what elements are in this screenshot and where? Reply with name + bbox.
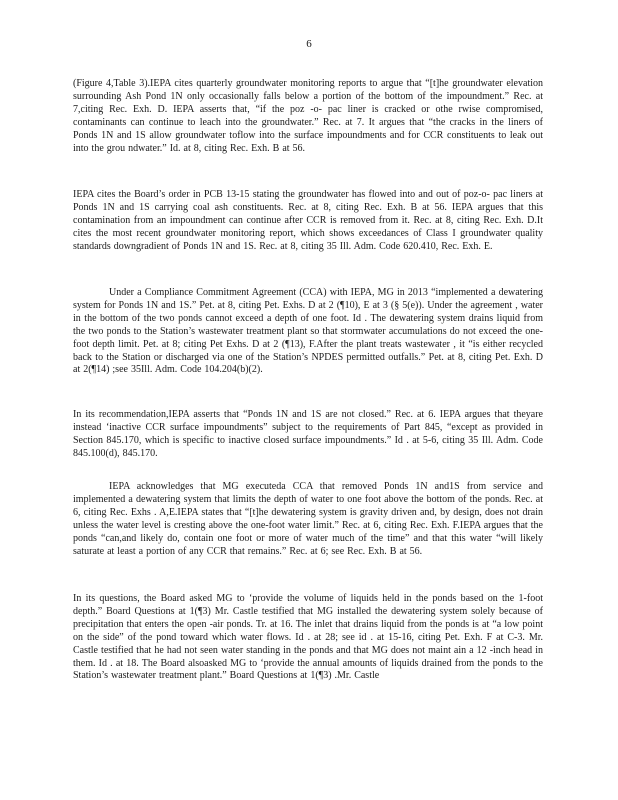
paragraph-board-order: IEPA cites the Board’s order in PCB 13-15 stating the groundwater has flowed into and out of poz-o- pac liners at Ponds 1N and 1S carrying coal ash constituents. Rec. at 8, citing Rec. Exh. B at 56. IEPA argues that this contamination from an impoundment can continue after CCR is removed from it. Rec. at 8, citing Rec. Exh. D.It cites the most recent groundwater monitoring report, which shows exceedances of Class I groundwater quality standards downgradient of Ponds 1N and 1S. Rec. at 8, citing 35 Ill. Adm. Code 620.410, Rec. Exh. E. (73, 189, 543, 252)
paragraph-iepa-acknowledges: IEPA acknowledges that MG executeda CCA that removed Ponds 1N and1S from service and implemented a dewatering system that limits the depth of water to one foot above the bottom of the ponds. Rec. at 6, citing Rec. Exhs . A,E.IEPA states that “[t]he dewatering system is gravity driven and, by design, does not drain unless the water level is cresting above the one-foot water limit.” Rec. at 6, citing Rec. Exh. F.IEPA argues that the ponds “can,and likely do, contain one foot or more of water much of the time” and that this water “will likely saturate at least a portion of any CCR that remains.” Rec. at 6; see Rec. Exh. B at 56. (73, 481, 543, 557)
paragraph-board-questions: In its questions, the Board asked MG to ‘provide the volume of liquids held in the ponds based on the 1-foot depth.” Board Questions at 1(¶3) Mr. Castle testified that MG installed the dewatering system solely because of precipitation that enters the open -air ponds. Tr. at 16. The inlet that drains liquid from the ponds is at “a low point on the side” of the pond toward which water flows. Id . at 28; see id . at 15-16, citing Pet. Exh. F at C-3. Mr. Castle testified that he had not seen water standing in the ponds and that MG does not maint ain a 12 -inch head in them. Id . at 18. The Board alsoasked MG to ‘provide the annual amounts of liquids drained from the ponds to the Station’s wastewater treatment plant.” Board Questions at 1(¶3) .Mr. Castle (73, 593, 543, 682)
paragraph-compliance-agreement: Under a Compliance Commitment Agreement (CCA) with IEPA, MG in 2013 “implemented a dewatering system for Ponds 1N and 1S.” Pet. at 8, citing Pet. Exhs. D at 2 (¶10), E at 3 (§ 5(e)). Under the agreement , water in the bottom of the two ponds cannot exceed a depth of one foot. Id . The dewatering system drains liquid from the two ponds to the Station’s wastewater treatment plant so that stormwater accumulations do not exceed the one-foot depth limit. Pet. at 8; citing Pet Exhs. D at 2 (¶13), F.After the plant treats wastewater , it “is either recycled back to the Station or discharged via one of the Station’s NPDES permitted outfalls.” Pet. at 8, citing Pet. Exh. D at 2(¶14) ;see 35Ill. Adm. Code 104.204(b)(2). (73, 287, 543, 376)
paragraph-iepa-recommendation: In its recommendation,IEPA asserts that “Ponds 1N and 1S are not closed.” Rec. at 6. IEPA argues that theyare instead ‘inactive CCR surface impoundments” subject to the requirements of Part 845, “except as provided in Section 845.170, which is specific to inactive closed surface impoundments.” Id . at 5-6, citing 35 Ill. Adm. Code 845.100(d), 845.170. (73, 409, 543, 459)
page-number: 6 (306, 38, 312, 50)
paragraph-groundwater-monitoring: (Figure 4,Table 3).IEPA cites quarterly groundwater monitoring reports to argue that “[t]he groundwater elevation surrounding Ash Pond 1N only occasionally falls below a portion of the bottom of the impoundment.” Rec. at 7,citing Rec. Exh. D. IEPA asserts that, “if the poz -o- pac liner is cracked or othe rwise compromised, contaminants can continue to leach into the groundwater.” Rec. at 7. It argues that “the cracks in the liners of Ponds 1N and 1S allow groundwater toflow into the surface impoundments and for CCR constituents to leak out into the grou ndwater.” Id. at 8, citing Rec. Exh. B at 56. (73, 78, 543, 154)
